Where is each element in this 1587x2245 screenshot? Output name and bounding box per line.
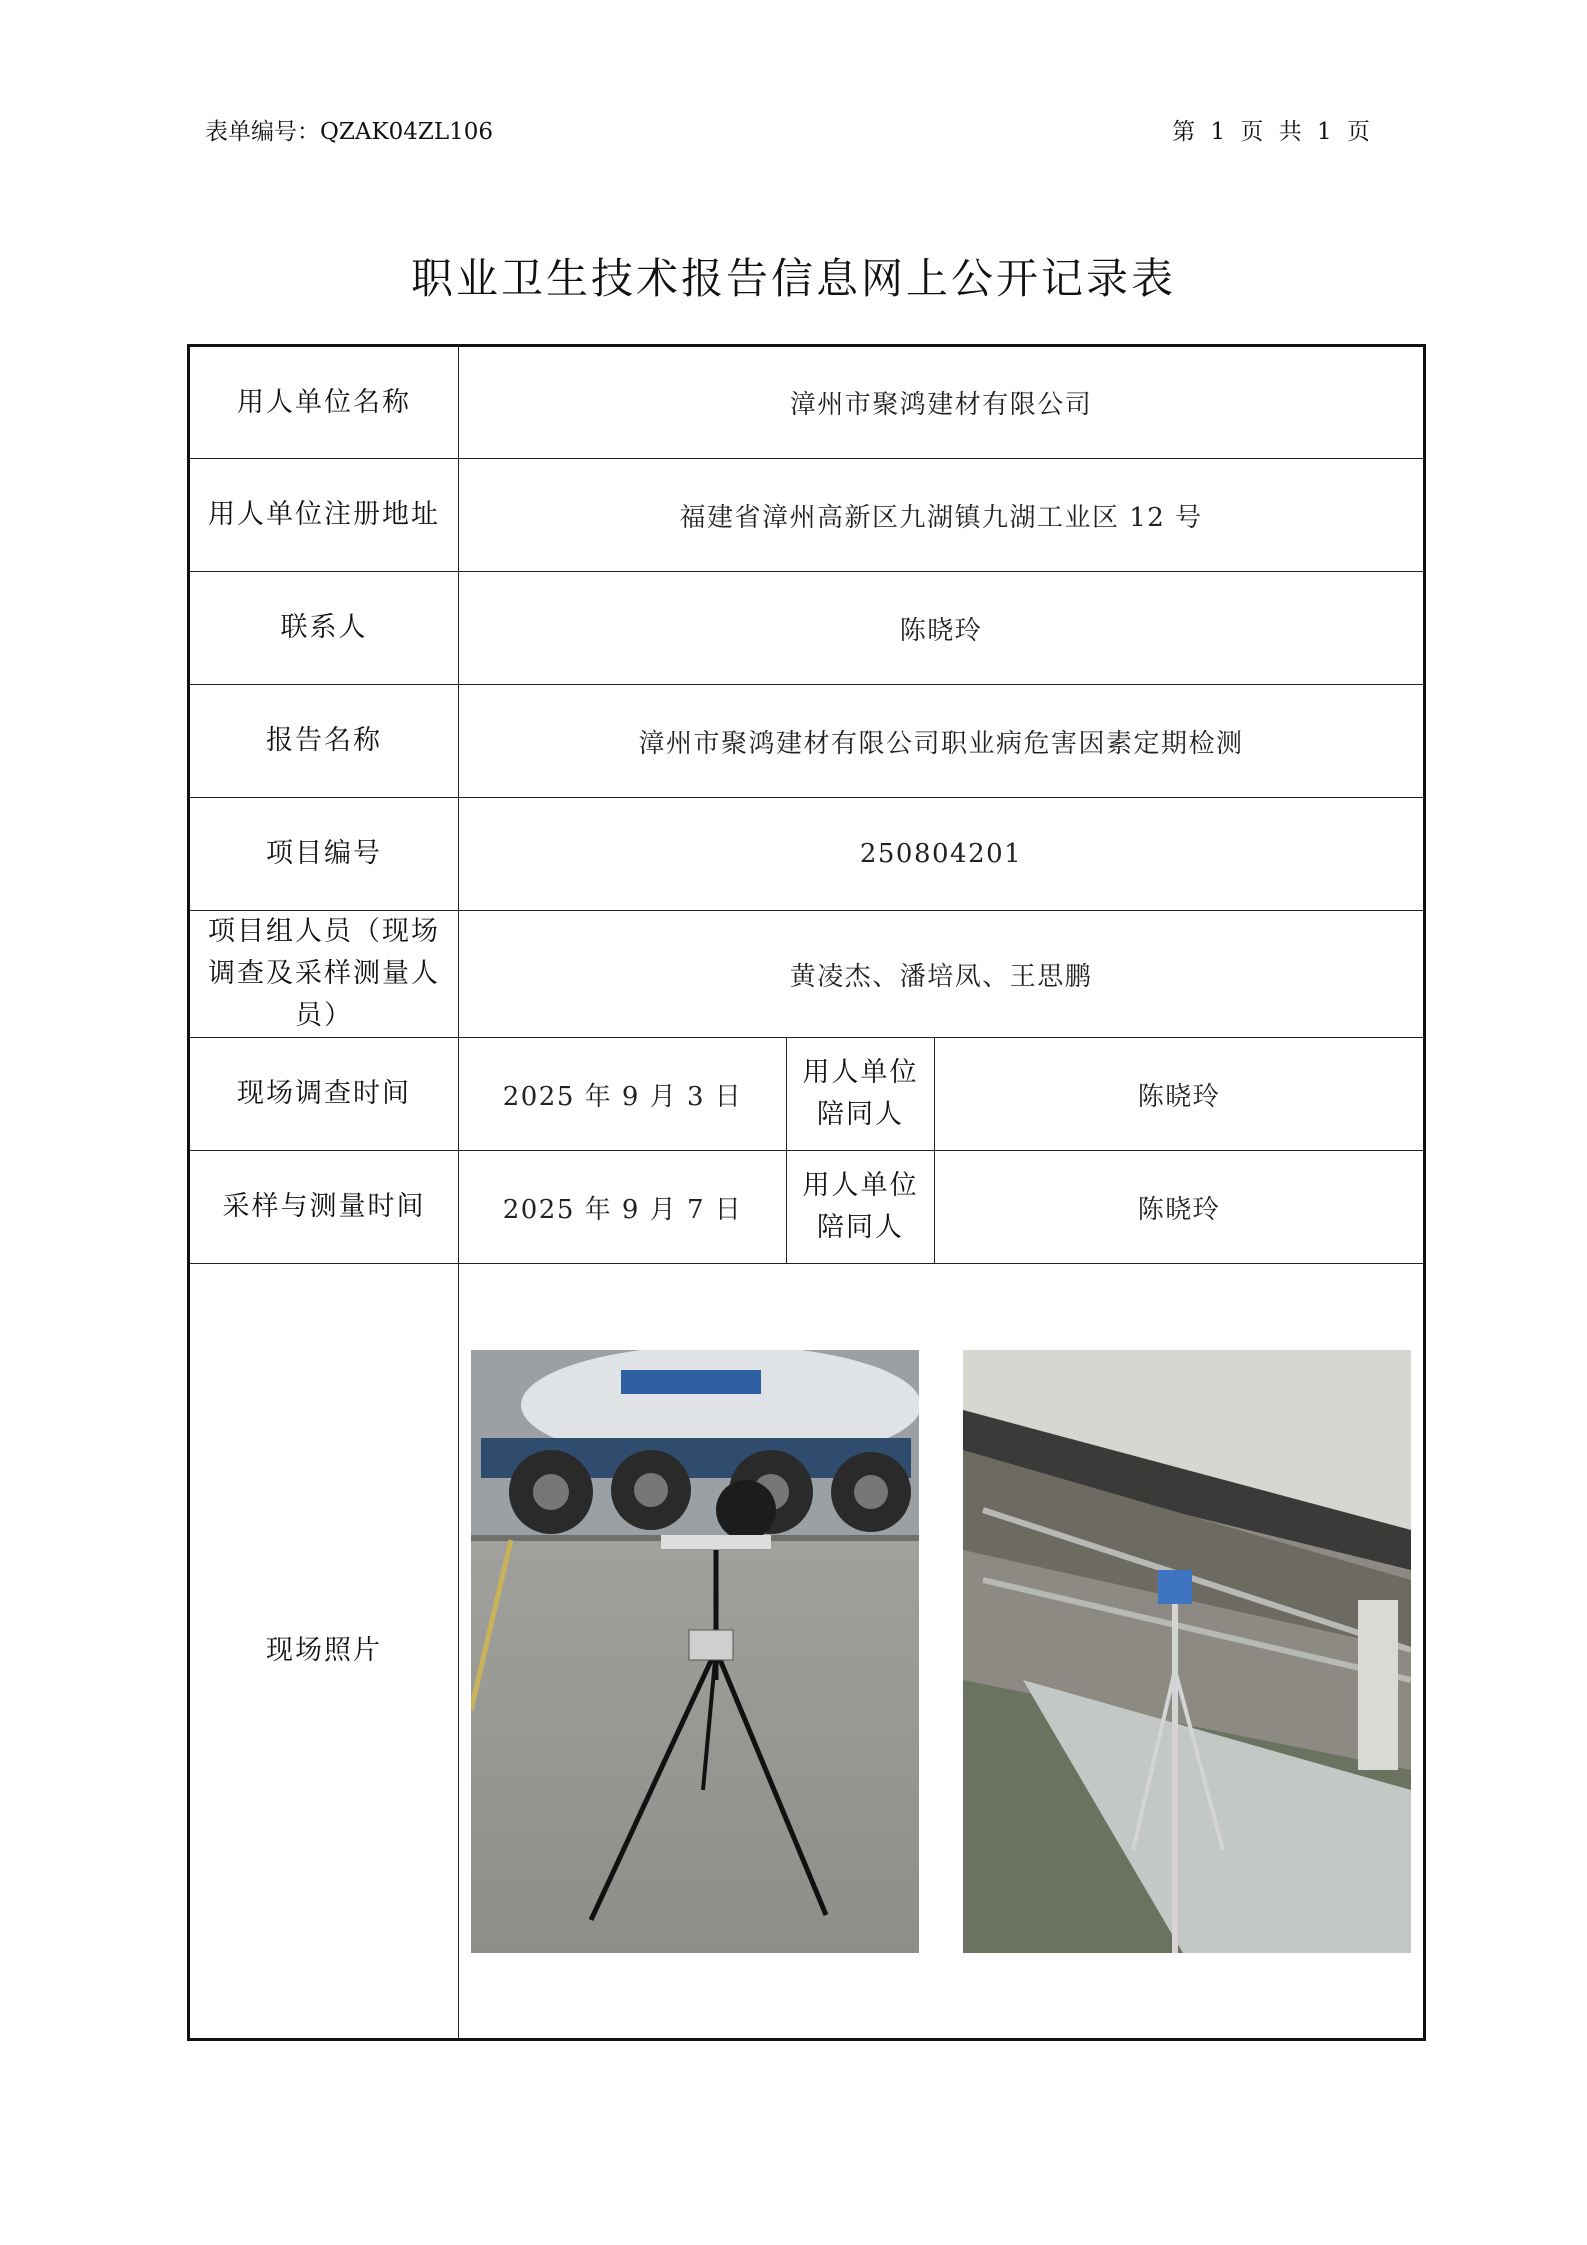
- contact-label: 联系人: [189, 572, 459, 685]
- row-sampling: [189, 1151, 1425, 1264]
- project-no-value: 250804201: [459, 798, 1425, 911]
- row-project-no: [189, 798, 1425, 911]
- survey-companion-label: 用人单位陪同人: [787, 1038, 935, 1151]
- team-label: 项目组人员（现场调查及采样测量人员）: [189, 911, 459, 1038]
- company-name-value: 漳州市聚鸿建材有限公司: [459, 346, 1425, 459]
- record-table: [187, 344, 1426, 2041]
- project-no-label: 项目编号: [189, 798, 459, 911]
- form-number-value: QZAK04ZL106: [320, 119, 494, 145]
- row-company-name: [189, 346, 1425, 459]
- form-number: [205, 113, 493, 146]
- photos-cell: [459, 1264, 1425, 2040]
- company-name-label: 用人单位名称: [189, 346, 459, 459]
- sampling-companion-label: 用人单位陪同人: [787, 1151, 935, 1264]
- team-value: 黄凌杰、潘培凤、王思鹏: [459, 911, 1425, 1038]
- address-label: 用人单位注册地址: [189, 459, 459, 572]
- row-survey: [189, 1038, 1425, 1151]
- photos-label: 现场照片: [189, 1264, 459, 2040]
- document-title: 职业卫生技术报告信息网上公开记录表: [410, 254, 1176, 303]
- survey-date: 2025 年 9 月 3 日: [459, 1038, 787, 1151]
- row-team: [189, 911, 1425, 1038]
- report-name-value: 漳州市聚鸿建材有限公司职业病危害因素定期检测: [459, 685, 1425, 798]
- sampling-label: 采样与测量时间: [189, 1151, 459, 1264]
- site-photo-conveyor: [963, 1350, 1411, 1953]
- contact-value: 陈晓玲: [459, 572, 1425, 685]
- address-value: 福建省漳州高新区九湖镇九湖工业区 12 号: [459, 459, 1425, 572]
- row-address: [189, 459, 1425, 572]
- row-photos: [189, 1264, 1425, 2040]
- survey-companion-value: 陈晓玲: [935, 1038, 1425, 1151]
- sampling-date: 2025 年 9 月 7 日: [459, 1151, 787, 1264]
- report-name-label: 报告名称: [189, 685, 459, 798]
- sampling-companion-value: 陈晓玲: [935, 1151, 1425, 1264]
- form-number-label: 表单编号：: [205, 119, 320, 145]
- row-contact: [189, 572, 1425, 685]
- survey-label: 现场调查时间: [189, 1038, 459, 1151]
- site-photo-truck-tripod: [471, 1350, 919, 1953]
- row-report-name: [189, 685, 1425, 798]
- page-info: 第 1 页 共 1 页: [1172, 119, 1374, 145]
